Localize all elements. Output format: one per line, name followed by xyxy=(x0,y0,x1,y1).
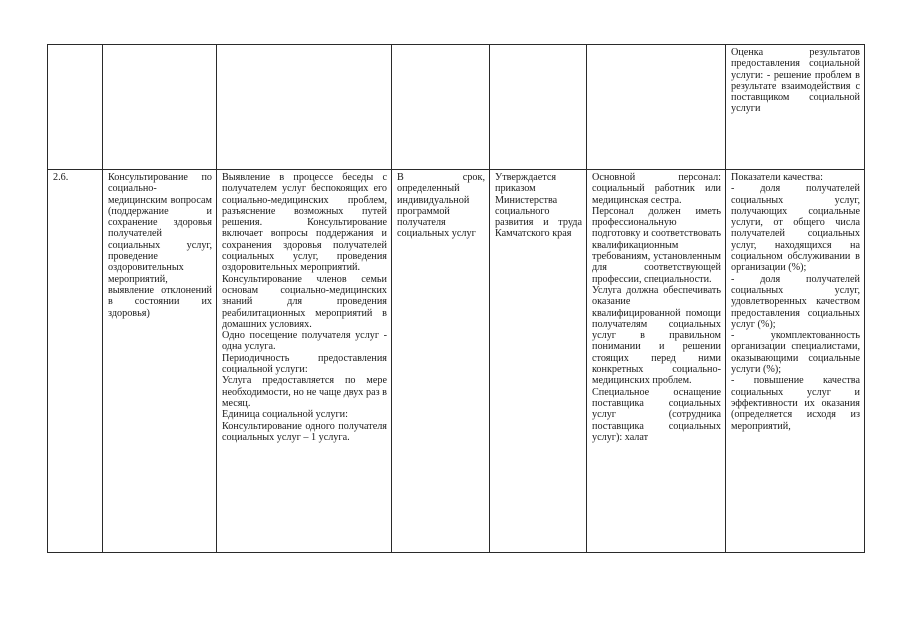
conditions-paragraph: Основной персонал: социальный работник или медицинская сестра. xyxy=(592,172,721,206)
conditions-paragraph: Услуга должна обеспечивать оказание квалифицированной помощи получателям социальных услуг в правильном понимании и решении стоящих перед ними конкретных социально-медицинских проблем. xyxy=(592,284,721,387)
indicators-paragraph: - доля получателей социальных услуг, удовлетворенных качеством предоставления социальных услуг (%); xyxy=(731,273,860,330)
cell-tariff-empty xyxy=(490,45,587,170)
cell-description-empty xyxy=(217,45,392,170)
cell-indicators xyxy=(726,170,865,553)
cell-evaluation-text: Оценка результатов предоставления социальной услуги: - решение проблем в результате взаимодействия с поставщиком социальной услуги xyxy=(726,45,865,170)
cell-conditions xyxy=(587,170,726,553)
cell-number: 2.6. xyxy=(48,170,103,553)
cell-term: В срок, определенный индивидуальной программой получателя социальных услуг xyxy=(392,170,490,553)
description-paragraph: Консультирование одного получателя социальных услуг – 1 услуга. xyxy=(222,420,387,443)
cell-tariff: Утверждается приказом Министерства социального развития и труда Камчатского края xyxy=(490,170,587,553)
cell-conditions-empty xyxy=(587,45,726,170)
cell-service-name: Консультирование по социально-медицинским вопросам (поддержание и сохранение здоровья получателей социальных услуг, проведение оздоровительных мероприятий, выявление отклонений в состоянии их здоровья) xyxy=(103,170,217,553)
description-paragraph: Единица социальной услуги: xyxy=(222,409,348,421)
conditions-paragraph: Специальное оснащение поставщика социальных услуг (сотрудника поставщика социальных услуг): халат xyxy=(592,386,721,443)
cell-description xyxy=(217,170,392,553)
description-paragraph: Услуга предоставляется по мере необходимости, но не чаще двух раз в месяц. xyxy=(222,375,387,409)
indicators-paragraph: - повышение качества социальных услуг и эффективности их оказания (определяется исходя из мероприятий, xyxy=(731,375,860,432)
indicators-paragraph: - укомплектованность организации специалистами, оказывающими социальные услуги (%); xyxy=(731,330,860,376)
table-row-service xyxy=(48,170,865,553)
services-table xyxy=(47,44,865,553)
indicators-paragraph: - доля получателей социальных услуг, получающих социальные услуги, от общего числа получателей социальных услуг, находящихся на социальном обслуживании в организации (%); xyxy=(731,183,860,274)
description-paragraph: Консультирование членов семьи основам социально-медицинских знаний для проведения реабилитационных мероприятий в домашних условиях. xyxy=(222,273,387,330)
cell-term-empty xyxy=(392,45,490,170)
cell-service-empty xyxy=(103,45,217,170)
table-row-continuation xyxy=(48,45,865,170)
description-paragraph: Периодичность предоставления социальной услуги: xyxy=(222,352,387,376)
description-paragraph: Одно посещение получателя услуг - одна услуга. xyxy=(222,330,387,353)
description-paragraph: Выявление в процессе беседы с получателем услуг беспокоящих его социально-медицинских проблем, разъяснение возможных путей решения. Консультирование включает вопросы поддержания и сохранения здоровья получателей социальных услуг, проведения оздоровительных мероприятий. xyxy=(222,172,387,274)
conditions-paragraph: Персонал должен иметь профессиональную подготовку и соответствовать квалификационным требованиям, установленным для соответствующей профессии, специальности. xyxy=(592,205,721,285)
cell-number-empty xyxy=(48,45,103,170)
indicators-paragraph: Показатели качества: xyxy=(731,172,823,183)
